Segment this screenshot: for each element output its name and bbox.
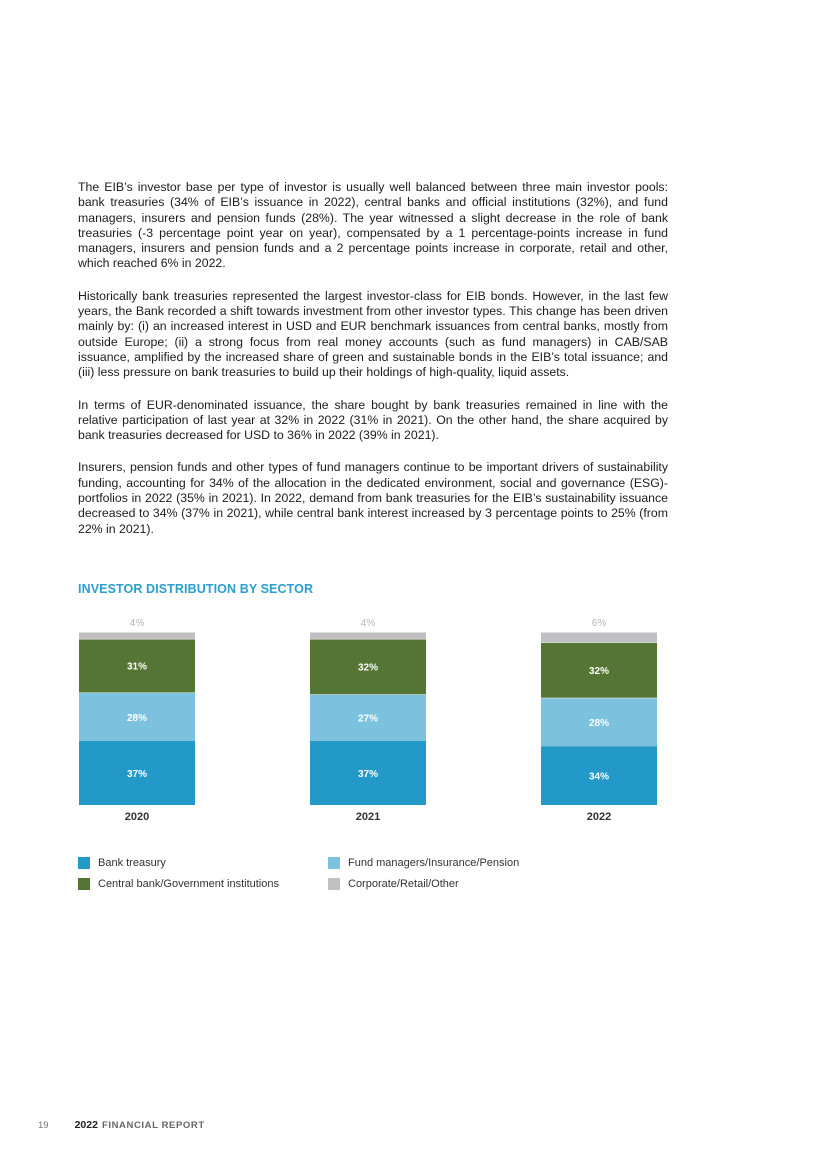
paragraph: Insurers, pension funds and other types of fund managers continue to be important drivers of sustainability funding, accounting for 34% of the allocation in the dedicated environment, social and governance (ESG)-portfolios in 2022 (35% in 2021). In 2022, demand from bank treasuries for the EIB’s sustainability issuance decreased to 34% (37% in 2021), while central bank interest increased by 3 percentage points to 25% (from 22% in 2021). (78, 460, 668, 536)
legend-label: Bank treasury (98, 857, 166, 869)
legend-item-corporate-retail (328, 878, 459, 890)
data-label: 37% (126, 768, 148, 780)
data-label: 32% (357, 662, 379, 674)
paragraph: In terms of EUR-denominated issuance, the share bought by bank treasuries remained in line with the relative participation of last year at 32% in 2022 (31% in 2021). On the other hand, the share acquired by bank treasuries decreased for USD to 36% in 2022 (39% in 2021). (78, 397, 668, 443)
x-tick-label: 2020 (124, 811, 150, 823)
data-label: 4% (360, 618, 376, 629)
data-label: 28% (126, 712, 148, 724)
legend-label: Central bank/Government institutions (98, 878, 279, 890)
bar-segment (541, 632, 657, 642)
bar-segment (79, 632, 195, 639)
page-number: 19 (38, 1119, 49, 1131)
legend-item-central-bank (78, 878, 279, 890)
stacked-bar-chart (60, 608, 700, 828)
bar-separator (310, 631, 426, 633)
paragraph: The EIB’s investor base per type of investor is usually well balanced between three main investor pools: bank treasuries (34% of EIB’s issuance in 2022), central banks and official institutions (32%), and fund managers, insurers and pension funds (28%). The year witnessed a slight decrease in the role of bank treasuries (-3 percentage point year on year), compensated by a 1 percentage-points increase in fund managers, insurers and pension funds and a 2 percentage points increase in corporate, retail and other, which reached 6% in 2022. (78, 180, 668, 271)
bar-separator (541, 631, 657, 633)
data-label: 6% (591, 618, 607, 629)
data-label: 28% (588, 717, 610, 729)
legend-swatch (328, 878, 340, 890)
legend-item-bank-treasury (78, 857, 166, 869)
legend-swatch (78, 857, 90, 869)
x-tick-label: 2021 (355, 811, 381, 823)
legend-swatch (78, 878, 90, 890)
body-text (78, 180, 668, 554)
bar-separator (79, 631, 195, 633)
data-label: 27% (357, 713, 379, 725)
data-label: 37% (357, 768, 379, 780)
data-label: 31% (126, 661, 148, 673)
page-footer (38, 1119, 205, 1131)
legend-item-fund-managers (328, 857, 519, 869)
paragraph: Historically bank treasuries represented the largest investor-class for EIB bonds. However, in the last few years, the Bank recorded a shift towards investment from other investor types. This change has been driven mainly by: (i) an increased interest in USD and EUR benchmark issuances from central banks, mostly from outside Europe; (ii) a strong focus from real money accounts (such as fund managers) in CAB/SAB issuance, amplified by the increased share of green and sustainable bonds in the EIB’s total issuance; and (iii) less pressure on bank treasuries to build up their holdings of high-quality, liquid assets. (78, 288, 668, 380)
legend-label: Corporate/Retail/Other (348, 878, 459, 890)
data-label: 34% (588, 771, 610, 783)
report-year: 2022 (74, 1119, 98, 1131)
report-label: FINANCIAL REPORT (101, 1119, 205, 1131)
x-tick-label: 2022 (586, 811, 612, 823)
bar-segment (310, 632, 426, 639)
legend-label: Fund managers/Insurance/Pension (348, 857, 520, 869)
legend-swatch (328, 857, 340, 869)
data-label: 32% (588, 666, 610, 678)
chart-title: INVESTOR DISTRIBUTION BY SECTOR (78, 582, 314, 596)
data-label: 4% (129, 618, 145, 629)
